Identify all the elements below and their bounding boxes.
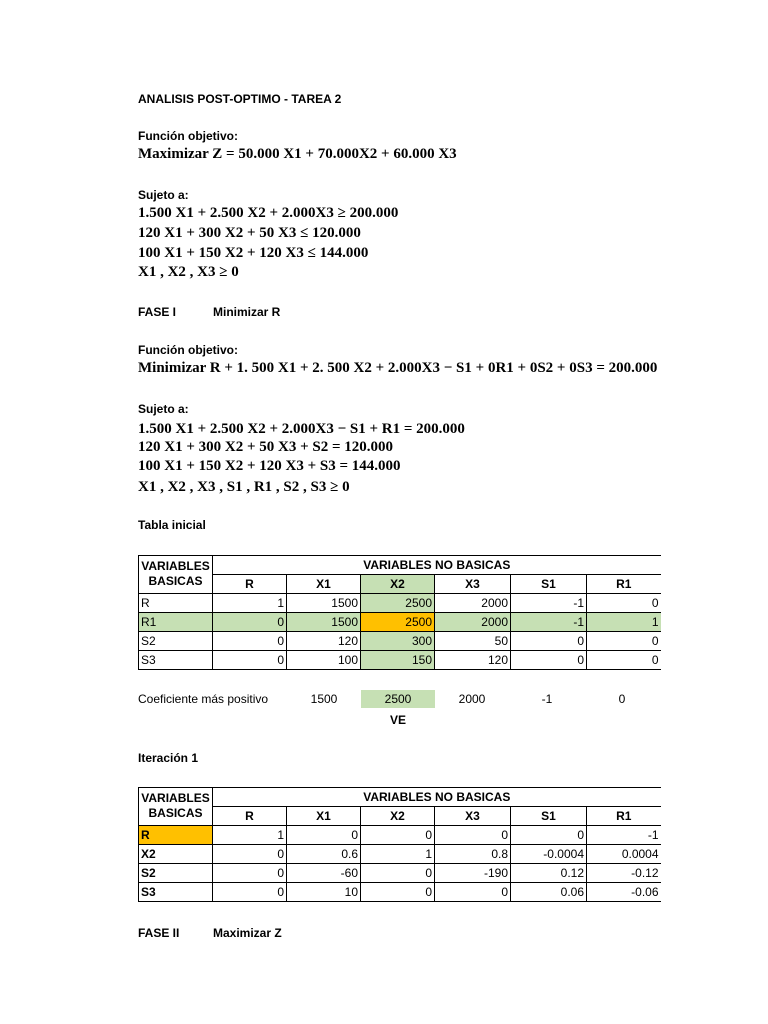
table-cell: -1 bbox=[511, 613, 587, 632]
table-cell: 0 bbox=[435, 826, 511, 845]
row-label: S2 bbox=[139, 864, 213, 883]
table-cell: 0 bbox=[361, 864, 435, 883]
table-row bbox=[139, 826, 661, 845]
table-cell: 2000 bbox=[435, 613, 511, 632]
table-cell: 0 bbox=[213, 632, 287, 651]
table-row bbox=[139, 845, 661, 864]
initial-tableau bbox=[138, 555, 661, 670]
table-cell: 2500 bbox=[361, 594, 435, 613]
column-header: X2 bbox=[361, 575, 435, 594]
column-header: X3 bbox=[435, 807, 511, 826]
table-cell: -0.06 bbox=[587, 883, 661, 902]
coefficient-value: 0 bbox=[618, 692, 626, 706]
table-cell: 120 bbox=[287, 632, 361, 651]
table-cell: 0 bbox=[511, 651, 587, 670]
table-cell: 1 bbox=[213, 826, 287, 845]
column-header: R bbox=[213, 575, 287, 594]
phase1-goal: Minimizar R bbox=[213, 305, 281, 319]
basic-variables-header: VARIABLES BASICAS bbox=[139, 556, 213, 594]
table-cell: 0 bbox=[511, 826, 587, 845]
table-cell: -0.12 bbox=[587, 864, 661, 883]
table-cell: -60 bbox=[287, 864, 361, 883]
row-label: R bbox=[139, 826, 213, 845]
column-header: X2 bbox=[361, 807, 435, 826]
row-label: S2 bbox=[139, 632, 213, 651]
row-label: S3 bbox=[139, 651, 213, 670]
table-cell: 0.06 bbox=[511, 883, 587, 902]
subject-to-label: Sujeto a: bbox=[138, 188, 189, 202]
constraint-nonneg: X1 , X2 , X3 ≥ 0 bbox=[138, 264, 239, 280]
constraint-2: 120 X1 + 300 X2 + 50 X3 ≤ 120.000 bbox=[138, 225, 361, 241]
row-label: X2 bbox=[139, 845, 213, 864]
table-cell: 300 bbox=[361, 632, 435, 651]
constraint-3: 100 X1 + 150 X2 + 120 X3 ≤ 144.000 bbox=[138, 245, 369, 261]
table-cell: 0 bbox=[213, 845, 287, 864]
table-cell: 0 bbox=[435, 883, 511, 902]
table-cell: 0 bbox=[587, 651, 661, 670]
row-label: R bbox=[139, 594, 213, 613]
table-row bbox=[139, 883, 661, 902]
table-cell: 0.6 bbox=[287, 845, 361, 864]
nonbasic-variables-header: VARIABLES NO BASICAS bbox=[213, 788, 661, 807]
phase1-constraint-3: 100 X1 + 150 X2 + 120 X3 + S3 = 144.000 bbox=[138, 458, 401, 474]
table-cell: 1 bbox=[587, 613, 661, 632]
phase1-constraint-1: 1.500 X1 + 2.500 X2 + 2.000X3 − S1 + R1 = 200.000 bbox=[138, 421, 465, 437]
table-cell: 1500 bbox=[287, 594, 361, 613]
table-cell: 0 bbox=[361, 883, 435, 902]
column-header: S1 bbox=[511, 807, 587, 826]
pivot-cell: 2500 bbox=[361, 613, 435, 632]
iteration1-label: Iteración 1 bbox=[138, 751, 199, 765]
table-cell: 0.8 bbox=[435, 845, 511, 864]
column-header: R1 bbox=[587, 575, 661, 594]
row-label: R1 bbox=[139, 613, 213, 632]
table-cell: 120 bbox=[435, 651, 511, 670]
column-header: X3 bbox=[435, 575, 511, 594]
table-row bbox=[139, 594, 661, 613]
table-cell: 0 bbox=[213, 864, 287, 883]
table-cell: 1500 bbox=[287, 613, 361, 632]
coefficient-value-max: 2500 bbox=[361, 690, 435, 708]
phase1-subject-to-label: Sujeto a: bbox=[138, 402, 189, 416]
table-cell: 0 bbox=[511, 632, 587, 651]
table-cell: 0 bbox=[287, 826, 361, 845]
table-cell: 0 bbox=[361, 826, 435, 845]
entering-variable-label: VE bbox=[389, 713, 406, 727]
table-row bbox=[139, 864, 661, 883]
table-cell: 150 bbox=[361, 651, 435, 670]
phase1-constraint-2: 120 X1 + 300 X2 + 50 X3 + S2 = 120.000 bbox=[138, 439, 394, 455]
constraint-1: 1.500 X1 + 2.500 X2 + 2.000X3 ≥ 200.000 bbox=[138, 205, 399, 221]
nonbasic-variables-header: VARIABLES NO BASICAS bbox=[213, 556, 661, 575]
phase1-label: FASE I bbox=[138, 305, 177, 319]
table-row bbox=[139, 632, 661, 651]
basic-variables-header: VARIABLES BASICAS bbox=[139, 788, 213, 826]
table-cell: 0 bbox=[213, 651, 287, 670]
table-cell: -1 bbox=[587, 826, 661, 845]
table-cell: -0.0004 bbox=[511, 845, 587, 864]
coefficient-value: 2000 bbox=[458, 692, 486, 706]
column-header: X1 bbox=[287, 807, 361, 826]
table-cell: 10 bbox=[287, 883, 361, 902]
table-cell: 1 bbox=[213, 594, 287, 613]
coefficient-value: 1500 bbox=[310, 692, 338, 706]
table-cell: 0 bbox=[587, 594, 661, 613]
phase1-constraint-nonneg: X1 , X2 , X3 , S1 , R1 , S2 , S3 ≥ 0 bbox=[138, 479, 350, 495]
column-header: R1 bbox=[587, 807, 661, 826]
row-label: S3 bbox=[139, 883, 213, 902]
objective-label: Función objetivo: bbox=[138, 129, 238, 143]
table-cell: 100 bbox=[287, 651, 361, 670]
column-header: S1 bbox=[511, 575, 587, 594]
coefficient-label: Coeficiente más positivo bbox=[138, 692, 269, 706]
table-cell: -1 bbox=[511, 594, 587, 613]
objective-equation: Maximizar Z = 50.000 X1 + 70.000X2 + 60.000 X3 bbox=[138, 146, 457, 162]
table-cell: -190 bbox=[435, 864, 511, 883]
table-row bbox=[139, 651, 661, 670]
table-cell: 2000 bbox=[435, 594, 511, 613]
table-cell: 0 bbox=[213, 883, 287, 902]
table-cell: 1 bbox=[361, 845, 435, 864]
initial-table-label: Tabla inicial bbox=[138, 518, 206, 532]
column-header: X1 bbox=[287, 575, 361, 594]
page-title: ANALISIS POST-OPTIMO - TAREA 2 bbox=[138, 92, 342, 106]
table-cell: 0.0004 bbox=[587, 845, 661, 864]
iteration1-tableau bbox=[138, 787, 661, 902]
column-header: R bbox=[213, 807, 287, 826]
table-cell: 50 bbox=[435, 632, 511, 651]
phase1-objective-label: Función objetivo: bbox=[138, 343, 238, 357]
coefficient-value: -1 bbox=[541, 692, 553, 706]
phase2-label: FASE II bbox=[138, 926, 180, 940]
table-cell: 0 bbox=[213, 613, 287, 632]
phase2-goal: Maximizar Z bbox=[213, 926, 282, 940]
table-cell: 0.12 bbox=[511, 864, 587, 883]
phase1-objective-equation: Minimizar R + 1. 500 X1 + 2. 500 X2 + 2.000X3 − S1 + 0R1 + 0S2 + 0S3 = 200.000 bbox=[138, 360, 658, 376]
table-row bbox=[139, 613, 661, 632]
table-cell: 0 bbox=[587, 632, 661, 651]
